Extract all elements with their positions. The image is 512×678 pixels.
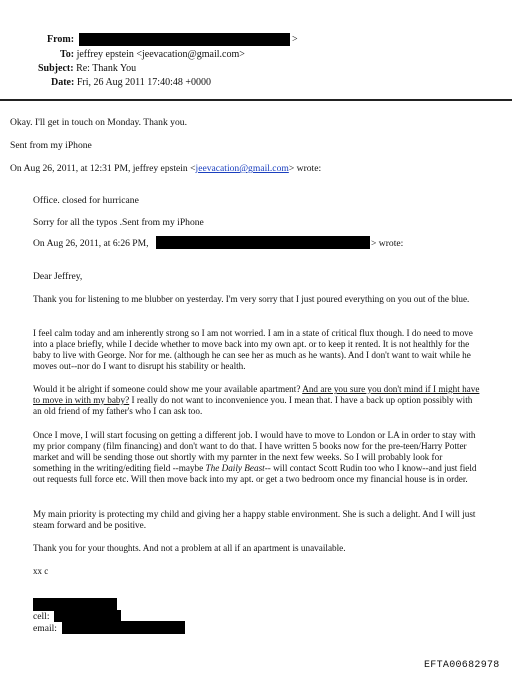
redaction-bar — [79, 33, 290, 46]
typos-line: Sorry for all the typos .Sent from my iPhone — [33, 217, 204, 228]
bates-number: EFTA00682978 — [424, 660, 500, 671]
to-value: jeffrey epstein <jeevacation@gmail.com> — [76, 49, 245, 60]
paragraph-3: Would it be alright if someone could show me your available apartment? And are you sure you don't mind if I might have to move in with my baby? I really do not want to inconvenience you. I mean that. I have a back up option possibly with an old friend of my father's who I can ask too. — [33, 384, 480, 416]
paragraph-1: Thank you for listening to me blubber on yesterday. I'm very sorry that I just poured everything on you out of the blue. — [33, 294, 470, 304]
subject-value: Re: Thank You — [76, 63, 137, 74]
greeting: Dear Jeffrey, — [33, 271, 83, 282]
signoff: xx c — [33, 566, 49, 576]
sent-from-iphone: Sent from my iPhone — [10, 140, 92, 151]
from-label: From: — [47, 34, 75, 45]
email-label: email: — [33, 623, 57, 634]
publication-title: The Daily Beast — [205, 462, 265, 473]
from-trailing: > — [292, 34, 298, 45]
paragraph-4: Once I move, I will start focusing on getting a different job. I would have to move to London or LA in order to stay with my prior company (film financing) and don't want to do that. I have written 5 books now for the pre-teen/Harry Potter market and will be sending those out shortly with my parnter in the next few weeks. So I will probably look for something in the writing/editing field --maybe The Daily Beast-- will contact Scott Rudin too who I know--and just field out requests full force etc. Will then move back into my apt. or get a two bedroom once my financial house is in order. — [33, 430, 477, 484]
paragraph-6: Thank you for your thoughts. And not a problem at all if an apartment is unavailable. — [33, 543, 346, 553]
quote-attribution: On Aug 26, 2011, at 12:31 PM, jeffrey epstein <jeevacation@gmail.com> wrote: — [10, 163, 322, 174]
underlined-question: And are you sure you don't mind if I might have to move in with my baby? — [33, 384, 480, 405]
date-line: Date: Fri, 26 Aug 2011 17:40:48 +0000 — [51, 77, 211, 88]
quoted-attribution-prefix: On Aug 26, 2011, at 6:26 PM, — [33, 238, 149, 249]
cell-label: cell: — [33, 611, 50, 622]
paragraph-2: I feel calm today and am inherently strong so I am not worried. I am in a state of critical flux though. I do need to move into a place briefly, while I decide whether to move back into my own apt. or to keep it rented. It is not healthly for the baby to live with George. Nor for me. (although he can see her as much as he wants). And I don't want to wait while he moves out--nor do I want to disrupt his stability or health. — [33, 328, 473, 371]
redaction-bar — [62, 621, 185, 634]
office-closed-line: Office. closed for hurricane — [33, 195, 139, 206]
email-link[interactable]: jeevacation@gmail.com — [195, 163, 289, 174]
reply-line: Okay. I'll get in touch on Monday. Thank you. — [10, 117, 187, 128]
redaction-bar — [156, 236, 370, 249]
header-divider — [0, 99, 512, 101]
quoted-attribution-suffix: > wrote: — [371, 238, 404, 249]
to-line: To: jeffrey epstein <jeevacation@gmail.com> — [60, 49, 245, 60]
subject-line: Subject: Re: Thank You — [38, 63, 137, 74]
date-value: Fri, 26 Aug 2011 17:40:48 +0000 — [76, 77, 211, 88]
paragraph-5: My main priority is protecting my child and giving her a happy stable environment. She is such a delight. And I will just steam forward and be positive. — [33, 509, 476, 530]
